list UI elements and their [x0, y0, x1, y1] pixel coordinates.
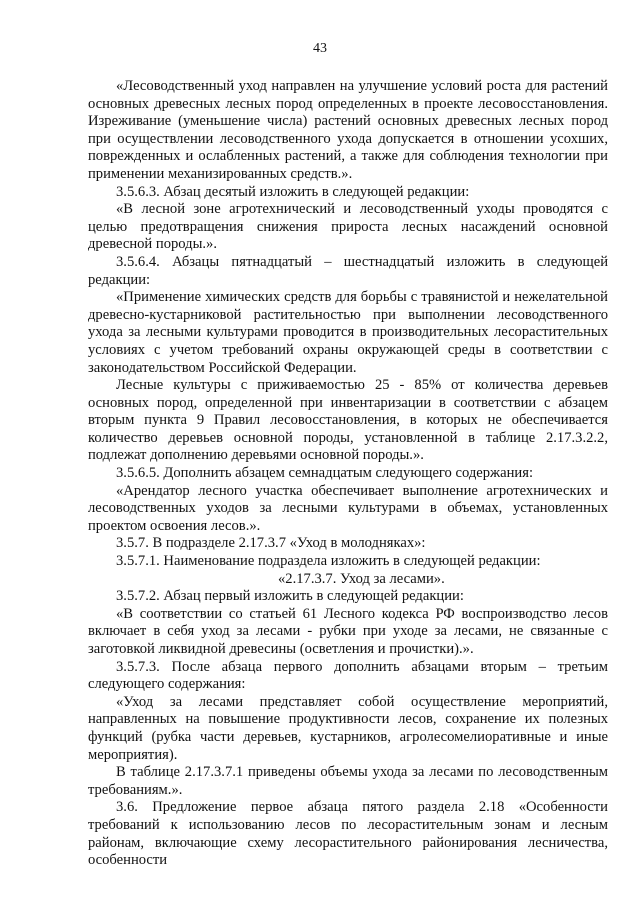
paragraph-item-3-5-7: 3.5.7. В подразделе 2.17.3.7 «Уход в молодняках»:: [116, 535, 426, 552]
document-body: [88, 78, 608, 870]
page-number: 43: [313, 41, 327, 56]
paragraph-item-3-5-6-4: 3.5.6.4. Абзацы пятнадцатый – шестнадцатый изложить в следующей редакции:: [88, 253, 608, 288]
paragraph-forestry-care-definition: «Лесоводственный уход направлен на улучшение условий роста для растений основных древесных лесных пород определенных в проекте лесовосстановления. Изреживание (уменьшение числа) растений основных древесных лесных пород при осуществлении лесоводственного ухода допускается в отношении усохших, поврежденных и ослабленных растений, а также для соблюдения технологии при применении механизированных средств.».: [88, 78, 608, 182]
paragraph-chemical-means: «Применение химических средств для борьбы с травянистой и нежелательной древесно-кустарниковой растительностью при выполнении лесоводственного ухода за лесными культурами проводится в производительных лесорастительных условиях с учетом требований охраны окружающей среды в соответствии с законодательством Российской Федерации.: [88, 289, 608, 376]
paragraph-article-61: «В соответствии со статьей 61 Лесного кодекса РФ воспроизводство лесов включает в себя уход за лесами - рубки при уходе за лесами, не связанные с заготовкой ликвидной древесины (осветления и прочистки).».: [88, 605, 608, 657]
paragraph-item-3-5-7-2: 3.5.7.2. Абзац первый изложить в следующей редакции:: [116, 588, 464, 605]
paragraph-item-3-5-7-1: 3.5.7.1. Наименование подраздела изложить в следующей редакции:: [116, 553, 541, 570]
paragraph-forest-zone-care: «В лесной зоне агротехнический и лесоводственный уходы проводятся с целью предотвращения снижения прироста лесных насаждений основной древесной породы.».: [88, 201, 608, 253]
paragraph-forest-care-measures: «Уход за лесами представляет собой осуществление мероприятий, направленных на повышение продуктивности лесов, сохранение их полезных функций (рубка части деревьев, кустарников, агролесомелиоративные и иные мероприятия).: [88, 693, 608, 763]
paragraph-survival-rate: Лесные культуры с приживаемостью 25 - 85% от количества деревьев основных пород, определенной при инвентаризации в соответствии с абзацем вторым пункта 9 Правил лесовосстановления, в которых не обеспечивается количество деревьев основной породы, установленной в таблице 2.17.3.2.2, подлежат дополнению деревьями основной породы.».: [88, 377, 608, 464]
paragraph-item-3-5-7-3: 3.5.7.3. После абзаца первого дополнить абзацами вторым – третьим следующего содержания:: [88, 658, 608, 693]
paragraph-new-subsection-title: «2.17.3.7. Уход за лесами».: [278, 570, 445, 587]
paragraph-item-3-5-6-5: 3.5.6.5. Дополнить абзацем семнадцатым следующего содержания:: [116, 465, 534, 482]
paragraph-lessee-obligation: «Арендатор лесного участка обеспечивает выполнение агротехнических и лесоводственных уходов за лесными культурами в объемах, установленных проектом освоения лесов.».: [88, 482, 608, 534]
paragraph-item-3-6: 3.6. Предложение первое абзаца пятого раздела 2.18 «Особенности требований к использованию лесов по лесорастительным зонам и лесным районам, включающие схему лесорастительного районирования лесничества, особенности: [88, 799, 608, 869]
paragraph-item-3-5-6-3: 3.5.6.3. Абзац десятый изложить в следующей редакции:: [116, 183, 470, 200]
paragraph-table-reference: В таблице 2.17.3.7.1 приведены объемы ухода за лесами по лесоводственным требованиям.».: [88, 764, 608, 798]
